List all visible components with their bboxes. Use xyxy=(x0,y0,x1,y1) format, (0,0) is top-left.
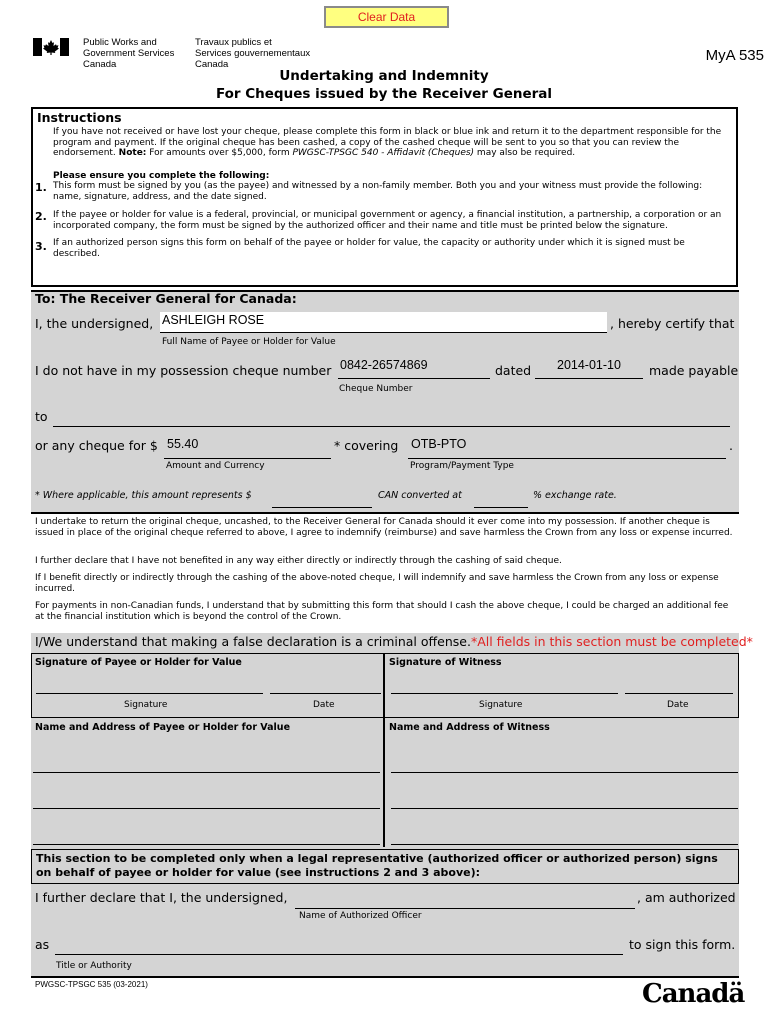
cheque-date-input[interactable]: 2014-01-10 xyxy=(535,357,643,379)
instructions-heading: Instructions xyxy=(37,110,122,125)
form-id: MyA 535 xyxy=(705,47,764,64)
dept-name-fr: Travaux publics et Services gouvernementaux Canada xyxy=(195,37,311,70)
form-code: PWGSC-TPSGC 535 (03-2021) xyxy=(35,980,148,989)
undertaking-paragraph: If I benefit directly or indirectly through the cashing of the above-noted cheque, I will indemnify and save harmless the Crown from any loss or expense incurred. xyxy=(35,573,719,594)
officer-name-caption: Name of Authorized Officer xyxy=(299,911,422,921)
covering-label: * covering xyxy=(334,438,399,453)
undersigned-label: I, the undersigned, xyxy=(35,316,154,331)
to-sign-label: to sign this form. xyxy=(629,937,736,952)
required-note: *All fields in this section must be completed* xyxy=(470,634,753,649)
instruction-number: 2. xyxy=(35,210,47,223)
instructions-ensure: Please ensure you complete the following: xyxy=(53,171,270,181)
instruction-number: 1. xyxy=(35,181,47,194)
form-title-line1: Undertaking and Indemnity xyxy=(279,68,489,84)
legal-rep-notice: This section to be completed only when a legal representative (authorized officer or authorized person) signs on behalf of payee or holder for value (see instructions 2 and 3 above): xyxy=(31,849,739,884)
name-address-payee-heading: Name and Address of Payee or Holder for Value xyxy=(35,722,291,733)
canada-wordmark-logo: Canadä xyxy=(642,979,745,1009)
payee-name-input[interactable]: ASHLEIGH ROSE xyxy=(160,312,607,333)
authorized-officer-input[interactable] xyxy=(295,890,635,909)
hereby-certify-label: , hereby certify that xyxy=(610,316,735,331)
instruction-item: If an authorized person signs this form on behalf of the payee or holder for value, the capacity or authority under which it is signed must be described. xyxy=(53,238,685,259)
payee-address-line[interactable] xyxy=(33,772,380,773)
amount-input[interactable]: 55.40 xyxy=(164,436,331,459)
dated-label: dated xyxy=(495,363,532,378)
period: . xyxy=(729,438,733,453)
canada-flag-icon xyxy=(33,38,69,56)
to-label: to xyxy=(35,409,48,424)
vertical-divider xyxy=(383,653,385,847)
payee-signature-line[interactable] xyxy=(36,693,263,694)
instructions-intro: If you have not received or have lost your cheque, please complete this form in black or blue ink and return it to the department responsible for the program and payment. If the original cheque has been cashed, a copy of the cashed cheque will be sent to you so that you can review the endorsement. Note: For amounts over $5,000, form PWGSC-TPSGC 540 - Affidavit (Cheques) may also be required. xyxy=(53,127,722,158)
dept-name-en: Public Works and Government Services Canada xyxy=(83,37,175,70)
further-declare-label: I further declare that I, the undersigned, xyxy=(35,890,288,905)
undertaking-paragraph: For payments in non-Canadian funds, I understand that by submitting this form that should I cash the above cheque, I could be charged an additional fee at the financial institution which is beyond the control of the Crown. xyxy=(35,601,729,622)
payee-date-caption: Date xyxy=(313,700,335,710)
divider xyxy=(31,512,739,514)
undertaking-paragraph: I undertake to return the original cheque, uncashed, to the Receiver General for Canada should it ever come into my possession. If another cheque is issued in place of the original cheque referred to above, I agree to indemnify (reimburse) and save harmless the Crown from any loss or expense incurred. xyxy=(35,517,733,538)
witness-address-line[interactable] xyxy=(391,772,738,773)
witness-signature-line[interactable] xyxy=(391,693,618,694)
witness-address-line[interactable] xyxy=(391,808,738,809)
payee-signature-caption: Signature xyxy=(124,700,168,710)
exchange-rate-input[interactable] xyxy=(474,491,528,508)
any-cheque-label: or any cheque for $ xyxy=(35,438,158,453)
title-authority-caption: Title or Authority xyxy=(56,961,132,971)
divider xyxy=(31,976,739,978)
cheque-number-input[interactable]: 0842-26574869 xyxy=(338,358,490,379)
title-authority-input[interactable] xyxy=(55,936,623,955)
am-authorized-label: , am authorized xyxy=(637,890,736,905)
sig-payee-heading: Signature of Payee or Holder for Value xyxy=(35,657,242,668)
sig-witness-heading: Signature of Witness xyxy=(389,657,502,668)
program-caption: Program/Payment Type xyxy=(410,461,514,471)
cheque-number-caption: Cheque Number xyxy=(339,384,413,394)
cad-amount-input[interactable] xyxy=(272,491,372,508)
can-converted-label: CAN converted at xyxy=(378,490,462,501)
form-title-line2: For Cheques issued by the Receiver General xyxy=(215,86,553,102)
instruction-number: 3. xyxy=(35,240,47,253)
clear-data-button[interactable]: Clear Data xyxy=(324,6,449,28)
made-payable-label: made payable xyxy=(649,363,739,378)
witness-date-caption: Date xyxy=(667,700,689,710)
undertaking-paragraph: I further declare that I have not benefited in any way either directly or indirectly through the cashing of said cheque. xyxy=(35,556,562,566)
exchange-rate-label: % exchange rate. xyxy=(533,490,617,501)
payee-address-line[interactable] xyxy=(33,808,380,809)
instruction-item: If the payee or holder for value is a federal, provincial, or municipal government or agency, a financial institution, a partnership, a corporation or an incorporated company, the form must be signed by the authorized officer and their name and title must be printed below the signature. xyxy=(53,210,722,231)
false-declaration-text: I/We understand that making a false declaration is a criminal offense.*All fields in this section must be completed* xyxy=(35,634,753,649)
instructions-box xyxy=(31,107,738,287)
witness-signature-caption: Signature xyxy=(479,700,523,710)
amount-caption: Amount and Currency xyxy=(166,461,265,471)
where-applicable-label: * Where applicable, this amount represents $ xyxy=(35,490,252,501)
payable-to-input[interactable] xyxy=(53,406,730,427)
payee-address-line[interactable] xyxy=(33,844,380,845)
name-address-witness-heading: Name and Address of Witness xyxy=(389,722,550,733)
not-possess-label: I do not have in my possession cheque number xyxy=(35,363,332,378)
receiver-general-heading: To: The Receiver General for Canada: xyxy=(35,291,297,306)
witness-address-line[interactable] xyxy=(391,844,738,845)
as-label: as xyxy=(35,937,50,952)
payee-date-line[interactable] xyxy=(270,693,381,694)
payee-name-caption: Full Name of Payee or Holder for Value xyxy=(162,337,336,347)
witness-date-line[interactable] xyxy=(625,693,733,694)
program-input[interactable]: OTB-PTO xyxy=(408,436,726,459)
instruction-item: This form must be signed by you (as the payee) and witnessed by a non-family member. Both you and your witness must provide the following: name, signature, address, and the date signed. xyxy=(53,181,703,202)
